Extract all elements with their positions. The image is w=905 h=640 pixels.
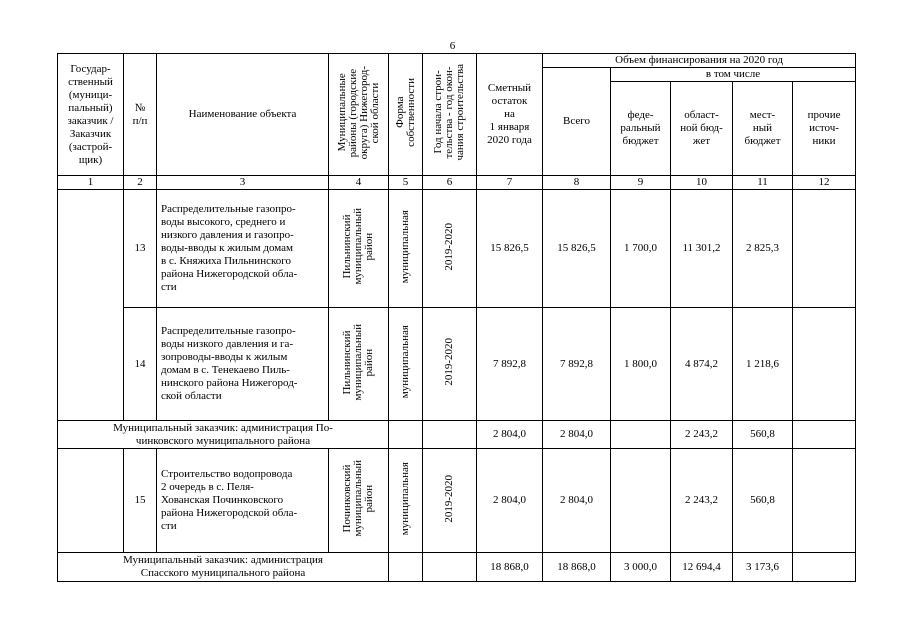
col-num: 4 (329, 176, 389, 190)
total: 15 826,5 (543, 190, 611, 308)
regional: 2 243,2 (671, 449, 733, 553)
header-regional-text: област- ной бюд- жет (680, 109, 723, 147)
col-num: 10 (671, 176, 733, 190)
header-ownership (389, 54, 423, 176)
col-num: 2 (124, 176, 157, 190)
regional: 11 301,2 (671, 190, 733, 308)
total: 18 868,0 (543, 553, 611, 582)
page-number: 6 (449, 40, 456, 52)
ownership (389, 421, 423, 449)
col-num: 1 (58, 176, 124, 190)
district-text: Пильнинский муниципальный район (341, 323, 375, 401)
total: 7 892,8 (543, 308, 611, 421)
remainder: 18 868,0 (477, 553, 543, 582)
ownership-text: муниципальная (399, 209, 411, 284)
header-local (733, 82, 793, 176)
years-text: 2019-2020 (443, 222, 455, 271)
years-text: 2019-2020 (443, 474, 455, 523)
col-num: 8 (543, 176, 611, 190)
header-federal (611, 82, 671, 176)
federal: 3 000,0 (611, 553, 671, 582)
local: 2 825,3 (733, 190, 793, 308)
table-row (58, 449, 856, 553)
row-number: 13 (124, 190, 157, 308)
years (423, 190, 477, 308)
remainder: 7 892,8 (477, 308, 543, 421)
column-number-row (58, 176, 856, 190)
total: 2 804,0 (543, 421, 611, 449)
header-including: в том числе (611, 68, 856, 82)
table-row (58, 308, 856, 421)
total: 2 804,0 (543, 449, 611, 553)
col-num: 6 (423, 176, 477, 190)
ownership (389, 308, 423, 421)
federal: 1 700,0 (611, 190, 671, 308)
other (793, 449, 856, 553)
table-row (58, 190, 856, 308)
col-num: 9 (611, 176, 671, 190)
customer-label: Муниципальный заказчик: администрация Спасского муниципального района (58, 553, 389, 582)
header-years-text: Год начала строи- тельства - год окон- чания строительства (432, 64, 466, 161)
header-number-text: № п/п (132, 101, 148, 127)
financing-table (57, 53, 856, 582)
district-text: Пильнинский муниципальный район (341, 208, 375, 285)
federal: 1 800,0 (611, 308, 671, 421)
header-regional (671, 82, 733, 176)
header-remainder (477, 54, 543, 176)
header-districts-text: Муниципальные районы (городские округа) Нижегород- ской области (335, 65, 381, 160)
object-name: Распределительные газопро- воды низкого давления и га- зопроводы-вводы к жилым домам в с. Тенекаево Пиль- нинского района Нижегород- ской области (157, 308, 329, 421)
header-remainder-text: Сметный остаток на 1 января 2020 года (487, 82, 532, 146)
header-number (124, 54, 157, 176)
regional: 2 243,2 (671, 421, 733, 449)
local: 560,8 (733, 449, 793, 553)
remainder: 2 804,0 (477, 421, 543, 449)
district (329, 449, 389, 553)
other (793, 421, 856, 449)
object-name: Строительство водопровода 2 очередь в с. Пеля- Хованская Починковского района Нижегородской обла- сти (157, 449, 329, 553)
header-other (793, 82, 856, 176)
header-object-name: Наименование объекта (157, 54, 329, 176)
header-other-text: прочие источ- ники (807, 109, 841, 147)
district (329, 190, 389, 308)
col-num: 7 (477, 176, 543, 190)
regional: 4 874,2 (671, 308, 733, 421)
years (423, 449, 477, 553)
years (423, 553, 477, 582)
customer-row (58, 553, 856, 582)
header-financing: Объем финансирования на 2020 год (543, 54, 856, 68)
col-num: 3 (157, 176, 329, 190)
row-number: 15 (124, 449, 157, 553)
local: 3 173,6 (733, 553, 793, 582)
years-text: 2019-2020 (443, 338, 455, 386)
other (793, 553, 856, 582)
col-num: 11 (733, 176, 793, 190)
local: 1 218,6 (733, 308, 793, 421)
header-ownership-text: Форма собственности (393, 78, 417, 147)
federal (611, 421, 671, 449)
ownership (389, 190, 423, 308)
district (329, 308, 389, 421)
header-federal-text: феде- ральный бюджет (620, 109, 661, 147)
col-num: 12 (793, 176, 856, 190)
object-name: Распределительные газопро- воды высокого, среднего и низкого давления и газопро- воды-вводы к жилым домам в с. Княжиха Пильнинского района Нижегородской обла- сти (157, 190, 329, 308)
remainder: 2 804,0 (477, 449, 543, 553)
remainder: 15 826,5 (477, 190, 543, 308)
local: 560,8 (733, 421, 793, 449)
customer-cell (58, 449, 124, 553)
ownership (389, 449, 423, 553)
years (423, 308, 477, 421)
header-years (423, 54, 477, 176)
regional: 12 694,4 (671, 553, 733, 582)
other (793, 190, 856, 308)
ownership-text: муниципальная (399, 325, 411, 399)
customer-label: Муниципальный заказчик: администрация По- чинковского муниципального района (58, 421, 389, 449)
customer-row (58, 421, 856, 449)
other (793, 308, 856, 421)
header-customer-text: Государ- ственный (муници- пальный) заказчик / Заказчик (застрой- щик) (67, 62, 114, 166)
header-total: Всего (543, 68, 611, 176)
header-customer (58, 54, 124, 176)
ownership-text: муниципальная (399, 461, 411, 536)
years (423, 421, 477, 449)
row-number: 14 (124, 308, 157, 421)
header-local-text: мест- ный бюджет (744, 109, 781, 147)
customer-cell (58, 190, 124, 421)
federal (611, 449, 671, 553)
header-districts (329, 54, 389, 176)
district-text: Починковский муниципальный район (341, 460, 375, 537)
ownership (389, 553, 423, 582)
col-num: 5 (389, 176, 423, 190)
